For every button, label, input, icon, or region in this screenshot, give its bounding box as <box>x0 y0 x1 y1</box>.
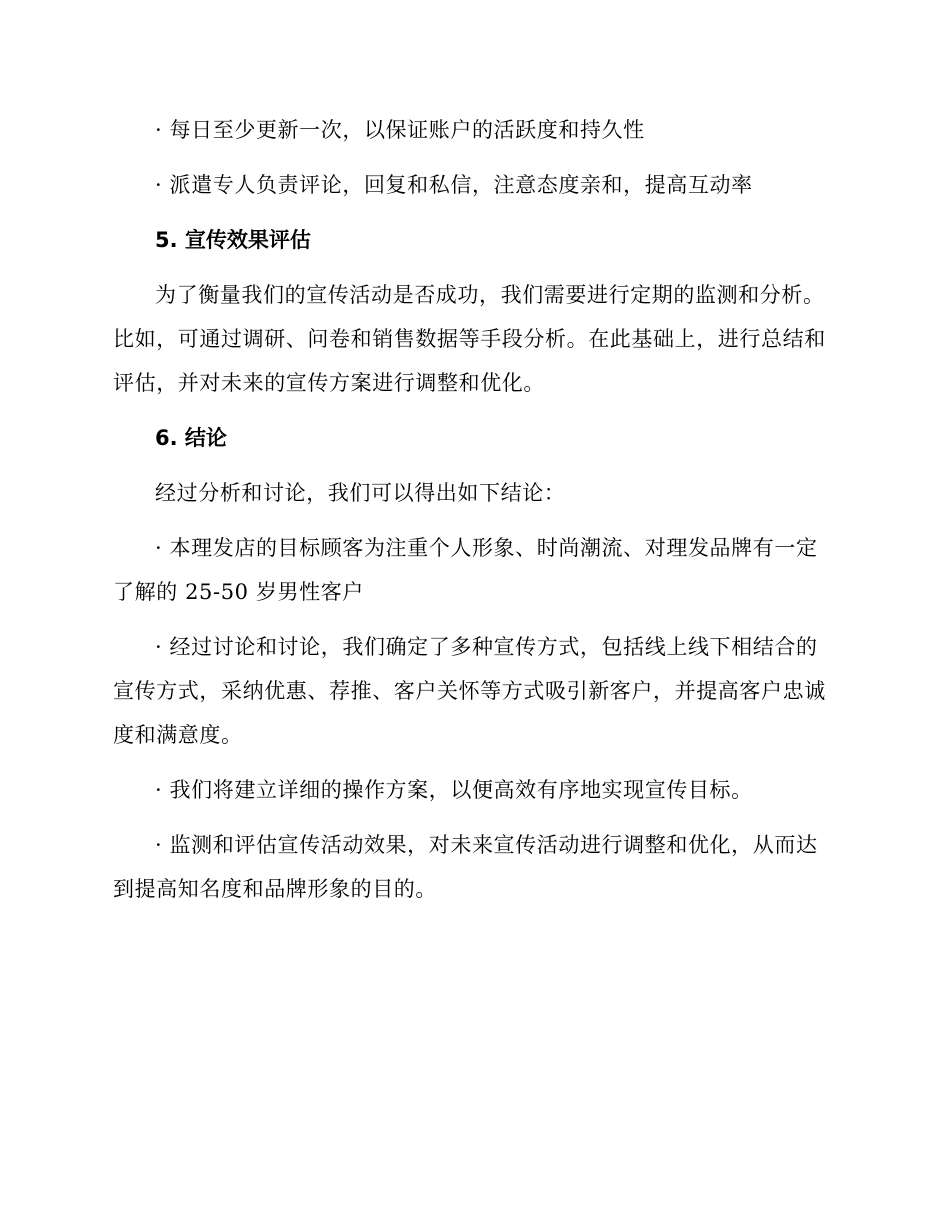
section-6-intro: 经过分析和讨论，我们可以得出如下结论： <box>155 481 566 505</box>
section-6-heading: 6. 结论 <box>155 426 227 450</box>
bullet-daily-update: · 每日至少更新一次，以保证账户的活跃度和持久性 <box>155 118 645 142</box>
bullet-dedicated-staff: · 派遣专人负责评论，回复和私信，注意态度亲和，提高互动率 <box>155 173 753 197</box>
conclusion-bullet-target-customers: · 本理发店的目标顾客为注重个人形象、时尚潮流、对理发品牌有一定了解的 25-50 岁男性客户 <box>113 536 818 604</box>
conclusion-bullet-promotion-methods: · 经过讨论和讨论，我们确定了多种宣传方式，包括线上线下相结合的宣传方式，采纳优惠、荐推、客户关怀等方式吸引新客户，并提高客户忠诚度和满意度。 <box>113 635 826 747</box>
conclusion-bullet-monitoring: · 监测和评估宣传活动效果，对未来宣传活动进行调整和优化，从而达到提高知名度和品牌形象的目的。 <box>113 833 818 901</box>
conclusion-bullet-operation-plan: · 我们将建立详细的操作方案，以便高效有序地实现宣传目标。 <box>155 778 753 802</box>
section-5-paragraph: 为了衡量我们的宣传活动是否成功，我们需要进行定期的监测和分析。比如，可通过调研、问卷和销售数据等手段分析。在此基础上，进行总结和评估，并对未来的宣传方案进行调整和优化。 <box>113 283 826 395</box>
section-5-heading: 5. 宣传效果评估 <box>155 228 311 252</box>
document-page <box>113 108 833 911</box>
